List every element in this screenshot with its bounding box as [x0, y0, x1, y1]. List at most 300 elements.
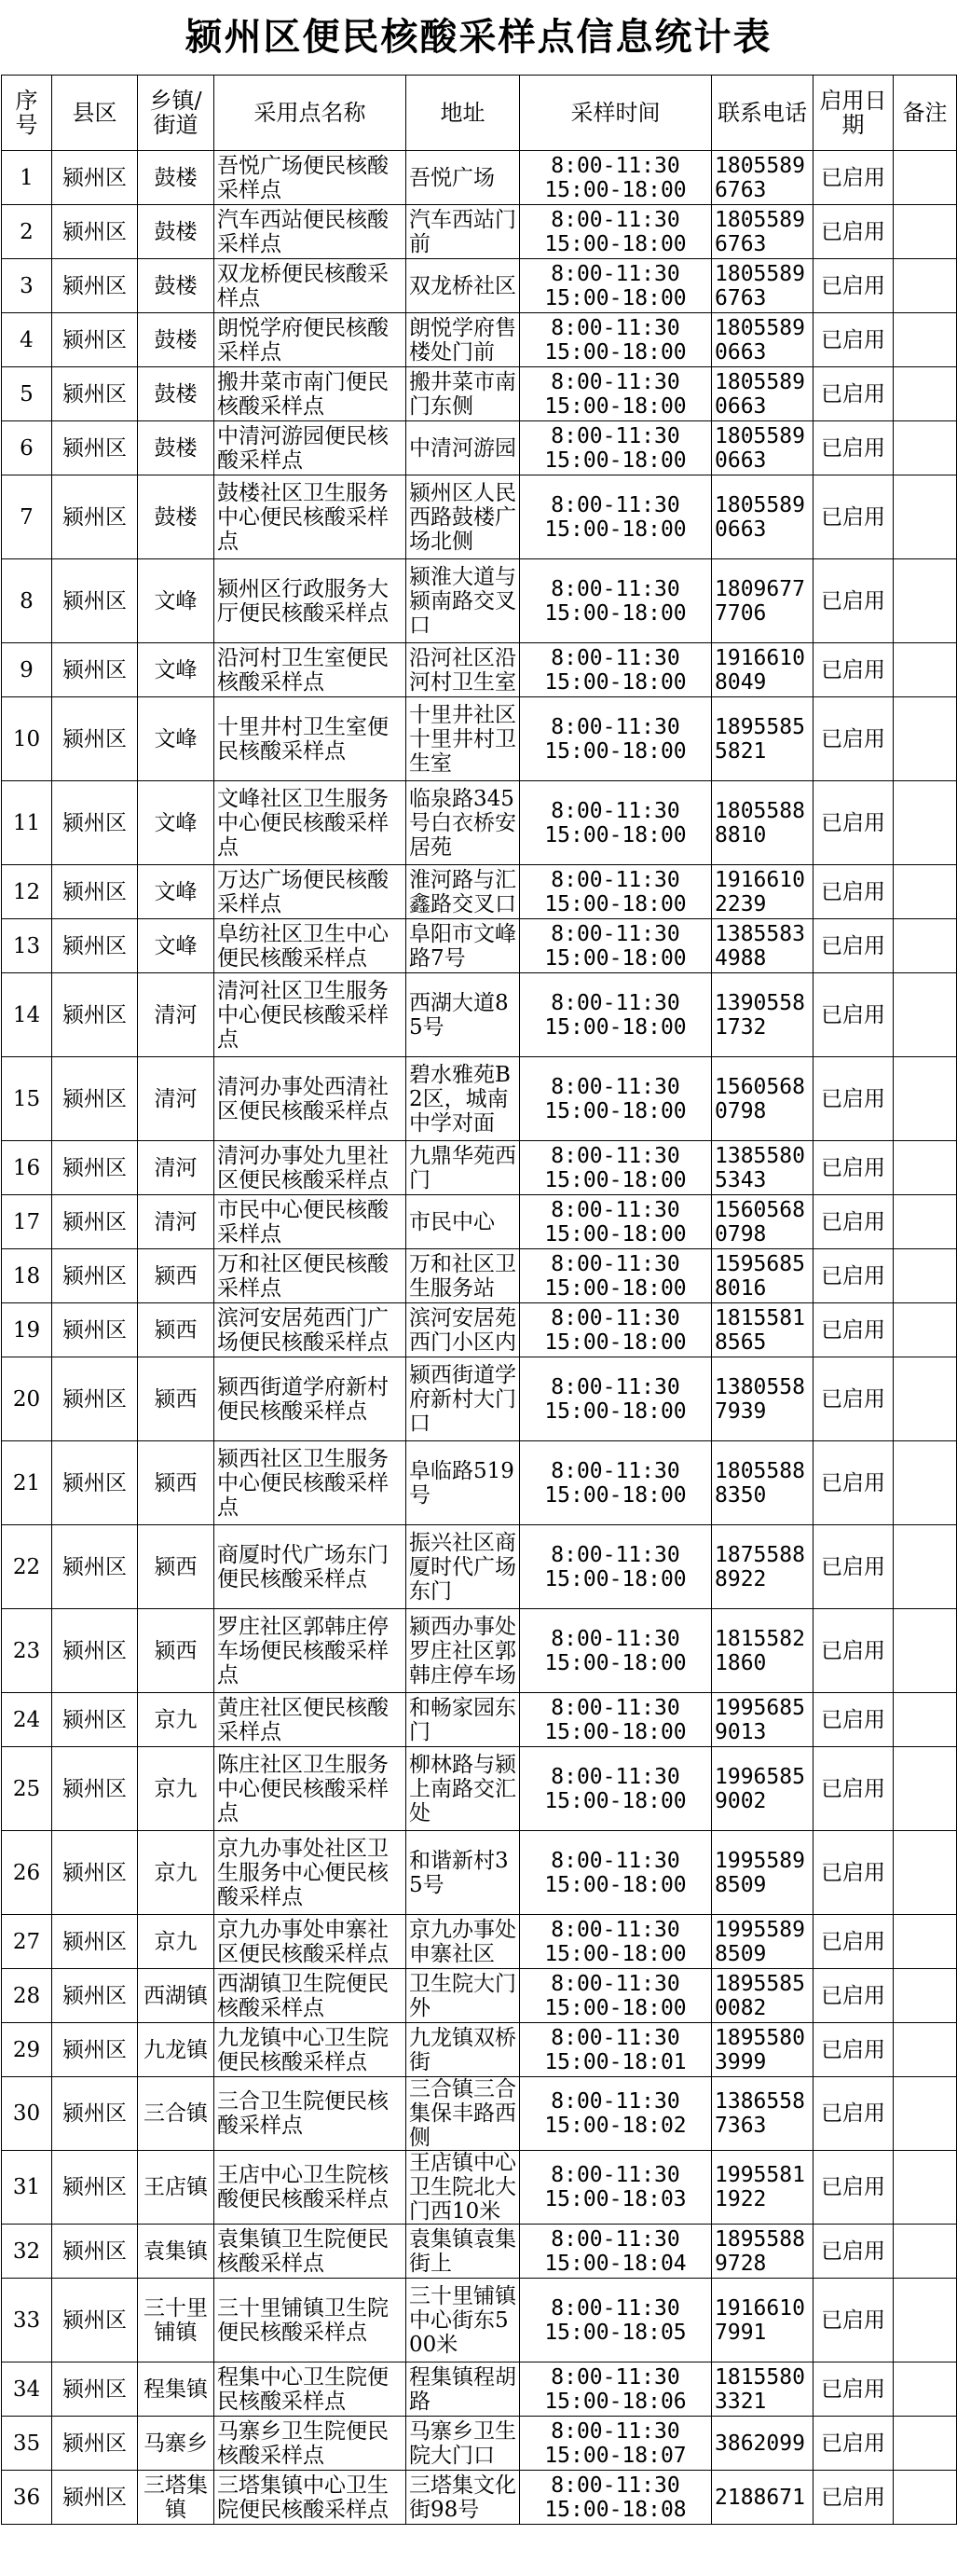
time-morning: 8:00-11:30 [551, 2473, 680, 2498]
cell-address: 袁集镇袁集街上 [406, 2225, 520, 2279]
cell-county: 颍州区 [52, 367, 138, 421]
table-row [2, 781, 957, 865]
time-afternoon: 15:00-18:00 [544, 1329, 687, 1355]
cell-phone: 18955855821 [712, 697, 813, 781]
cell-county: 颍州区 [52, 2225, 138, 2279]
cell-status: 已启用 [813, 865, 894, 919]
cell-index: 2 [2, 205, 52, 259]
cell-status: 已启用 [813, 1195, 894, 1249]
cell-county: 颍州区 [52, 151, 138, 205]
cell-county: 颍州区 [52, 919, 138, 973]
cell-phone: 18055890663 [712, 367, 813, 421]
cell-index: 14 [2, 973, 52, 1057]
cell-town: 文峰 [138, 697, 214, 781]
cell-town: 鼓楼 [138, 151, 214, 205]
time-afternoon: 15:00-18:06 [544, 2389, 687, 2414]
cell-note [894, 2471, 957, 2525]
cell-note [894, 1915, 957, 1969]
cell-address: 颍淮大道与颍南路交叉口 [406, 559, 520, 643]
cell-site-name: 市民中心便民核酸采样点 [214, 1195, 406, 1249]
cell-note [894, 205, 957, 259]
cell-phone: 15956858016 [712, 1249, 813, 1303]
cell-county: 颍州区 [52, 2279, 138, 2362]
cell-county: 颍州区 [52, 2077, 138, 2151]
cell-status: 已启用 [813, 205, 894, 259]
table-row [2, 697, 957, 781]
cell-index: 10 [2, 697, 52, 781]
table-row [2, 1609, 957, 1693]
cell-status: 已启用 [813, 2225, 894, 2279]
time-morning: 8:00-11:30 [551, 645, 680, 670]
cell-note [894, 2077, 957, 2151]
cell-site-name: 西湖镇卫生院便民核酸采样点 [214, 1969, 406, 2023]
cell-status: 已启用 [813, 781, 894, 865]
cell-town: 三合镇 [138, 2077, 214, 2151]
cell-town: 王店镇 [138, 2151, 214, 2225]
time-afternoon: 15:00-18:00 [544, 1995, 687, 2020]
table-row [2, 421, 957, 475]
cell-town: 鼓楼 [138, 367, 214, 421]
cell-phone: 18055890663 [712, 421, 813, 475]
time-morning: 8:00-11:30 [551, 2364, 680, 2390]
cell-address: 颍州区人民西路鼓楼广场北侧 [406, 475, 520, 559]
table-row [2, 2471, 957, 2525]
cell-site-name: 清河社区卫生服务中心便民核酸采样点 [214, 973, 406, 1057]
cell-status: 已启用 [813, 151, 894, 205]
time-morning: 8:00-11:30 [551, 576, 680, 601]
time-afternoon: 15:00-18:00 [544, 1398, 687, 1424]
cell-index: 33 [2, 2279, 52, 2362]
cell-site-name: 中清河游园便民核酸采样点 [214, 421, 406, 475]
time-morning: 8:00-11:30 [551, 492, 680, 517]
cell-address: 沿河社区沿河村卫生室 [406, 643, 520, 697]
cell-note [894, 559, 957, 643]
time-afternoon: 15:00-18:00 [544, 1275, 687, 1301]
cell-town: 文峰 [138, 919, 214, 973]
cell-address: 朗悦学府售楼处门前 [406, 313, 520, 367]
cell-site-name: 京九办事处申寨社区便民核酸采样点 [214, 1915, 406, 1969]
cell-town: 京九 [138, 1831, 214, 1915]
cell-note [894, 1057, 957, 1141]
time-morning: 8:00-11:30 [551, 2418, 680, 2444]
cell-phone: 19965859002 [712, 1747, 813, 1831]
time-morning: 8:00-11:30 [551, 1848, 680, 1873]
time-afternoon: 15:00-18:00 [544, 1098, 687, 1123]
cell-status: 已启用 [813, 2077, 894, 2151]
cell-county: 颍州区 [52, 559, 138, 643]
cell-address: 颍西街道学府新村大门口 [406, 1357, 520, 1441]
cell-note [894, 2151, 957, 2225]
cell-phone: 18155821860 [712, 1609, 813, 1693]
cell-time [520, 697, 712, 781]
cell-note [894, 973, 957, 1057]
cell-index: 30 [2, 2077, 52, 2151]
time-afternoon: 15:00-18:00 [544, 285, 687, 310]
time-morning: 8:00-11:30 [551, 867, 680, 892]
cell-site-name: 袁集镇卫生院便民核酸采样点 [214, 2225, 406, 2279]
cell-county: 颍州区 [52, 697, 138, 781]
cell-address: 程集镇程胡路 [406, 2362, 520, 2417]
cell-note [894, 1693, 957, 1747]
cell-county: 颍州区 [52, 2151, 138, 2225]
cell-time [520, 367, 712, 421]
table-row [2, 643, 957, 697]
cell-note [894, 1525, 957, 1609]
cell-town: 清河 [138, 1057, 214, 1141]
cell-note [894, 1141, 957, 1195]
table-row [2, 2151, 957, 2225]
cell-county: 颍州区 [52, 2417, 138, 2471]
time-morning: 8:00-11:30 [551, 1626, 680, 1651]
cell-time [520, 1057, 712, 1141]
time-morning: 8:00-11:30 [551, 315, 680, 340]
time-afternoon: 15:00-18:00 [544, 1650, 687, 1675]
cell-site-name: 清河办事处九里社区便民核酸采样点 [214, 1141, 406, 1195]
cell-phone: 18055896763 [712, 205, 813, 259]
time-morning: 8:00-11:30 [551, 1143, 680, 1168]
cell-index: 3 [2, 259, 52, 313]
cell-index: 35 [2, 2417, 52, 2471]
cell-address: 三塔集文化街98号 [406, 2471, 520, 2525]
cell-time [520, 1357, 712, 1441]
table-row [2, 1303, 957, 1357]
cell-note [894, 919, 957, 973]
cell-time [520, 475, 712, 559]
table-row [2, 367, 957, 421]
time-morning: 8:00-11:30 [551, 1542, 680, 1567]
cell-site-name: 九龙镇中心卫生院便民核酸采样点 [214, 2023, 406, 2077]
cell-note [894, 1831, 957, 1915]
cell-town: 鼓楼 [138, 205, 214, 259]
time-morning: 8:00-11:30 [551, 1374, 680, 1399]
cell-site-name: 滨河安居苑西门广场便民核酸采样点 [214, 1303, 406, 1357]
time-afternoon: 15:00-18:00 [544, 1941, 687, 1966]
time-afternoon: 15:00-18:00 [544, 339, 687, 365]
cell-address: 颍西办事处罗庄社区郭韩庄停车场 [406, 1609, 520, 1693]
cell-index: 16 [2, 1141, 52, 1195]
cell-address: 王店镇中心卫生院北大门西10米 [406, 2151, 520, 2225]
cell-status: 已启用 [813, 973, 894, 1057]
cell-town: 马寨乡 [138, 2417, 214, 2471]
cell-site-name: 商厦时代广场东门便民核酸采样点 [214, 1525, 406, 1609]
cell-phone: 19955898509 [712, 1915, 813, 1969]
cell-address: 汽车西站门前 [406, 205, 520, 259]
cell-time [520, 259, 712, 313]
table-row [2, 2225, 957, 2279]
time-morning: 8:00-11:30 [551, 1251, 680, 1276]
cell-phone: 13905581732 [712, 973, 813, 1057]
cell-index: 13 [2, 919, 52, 973]
sampling-sites-table [1, 75, 957, 2525]
cell-phone: 18055896763 [712, 151, 813, 205]
table-row [2, 1057, 957, 1141]
time-afternoon: 15:00-18:04 [544, 2251, 687, 2276]
cell-status: 已启用 [813, 1747, 894, 1831]
cell-phone: 18955803999 [712, 2023, 813, 2077]
time-morning: 8:00-11:30 [551, 1971, 680, 1996]
cell-site-name: 颍州区行政服务大厅便民核酸采样点 [214, 559, 406, 643]
cell-county: 颍州区 [52, 1747, 138, 1831]
cell-index: 34 [2, 2362, 52, 2417]
cell-time [520, 1249, 712, 1303]
cell-address: 和畅家园东门 [406, 1693, 520, 1747]
cell-time [520, 973, 712, 1057]
cell-county: 颍州区 [52, 643, 138, 697]
cell-index: 1 [2, 151, 52, 205]
cell-note [894, 313, 957, 367]
cell-phone: 19956859013 [712, 1693, 813, 1747]
cell-note [894, 421, 957, 475]
cell-note [894, 1969, 957, 2023]
time-afternoon: 15:00-18:00 [544, 1872, 687, 1897]
cell-time [520, 2077, 712, 2151]
cell-address: 马寨乡卫生院大门口 [406, 2417, 520, 2471]
cell-index: 11 [2, 781, 52, 865]
cell-phone: 18155803321 [712, 2362, 813, 2417]
cell-status: 已启用 [813, 1303, 894, 1357]
time-afternoon: 15:00-18:00 [544, 177, 687, 202]
cell-status: 已启用 [813, 1915, 894, 1969]
cell-time [520, 205, 712, 259]
cell-phone: 18055890663 [712, 475, 813, 559]
cell-index: 4 [2, 313, 52, 367]
cell-address: 碧水雅苑B2区，城南中学对面 [406, 1057, 520, 1141]
table-row [2, 475, 957, 559]
cell-site-name: 马寨乡卫生院便民核酸采样点 [214, 2417, 406, 2471]
table-row [2, 205, 957, 259]
table-row [2, 865, 957, 919]
cell-time [520, 313, 712, 367]
cell-site-name: 清河办事处西清社区便民核酸采样点 [214, 1057, 406, 1141]
cell-site-name: 三十里铺镇卫生院便民核酸采样点 [214, 2279, 406, 2362]
cell-index: 31 [2, 2151, 52, 2225]
time-afternoon: 15:00-18:00 [544, 822, 687, 847]
cell-note [894, 1609, 957, 1693]
cell-site-name: 颍西街道学府新村便民核酸采样点 [214, 1357, 406, 1441]
cell-index: 36 [2, 2471, 52, 2525]
time-afternoon: 15:00-18:00 [544, 1566, 687, 1591]
cell-status: 已启用 [813, 2471, 894, 2525]
cell-address: 振兴社区商厦时代广场东门 [406, 1525, 520, 1609]
cell-address: 滨河安居苑西门小区内 [406, 1303, 520, 1357]
table-row [2, 2362, 957, 2417]
cell-index: 18 [2, 1249, 52, 1303]
cell-town: 三十里铺镇 [138, 2279, 214, 2362]
cell-phone: 18155818565 [712, 1303, 813, 1357]
cell-county: 颍州区 [52, 1249, 138, 1303]
cell-note [894, 865, 957, 919]
cell-county: 颍州区 [52, 2023, 138, 2077]
cell-time [520, 2471, 712, 2525]
time-morning: 8:00-11:30 [551, 207, 680, 232]
cell-town: 京九 [138, 1693, 214, 1747]
cell-site-name: 搬井菜市南门便民核酸采样点 [214, 367, 406, 421]
cell-note [894, 259, 957, 313]
header-address: 地址 [406, 76, 520, 151]
cell-status: 已启用 [813, 421, 894, 475]
cell-county: 颍州区 [52, 973, 138, 1057]
table-row [2, 1747, 957, 1831]
cell-status: 已启用 [813, 1357, 894, 1441]
cell-status: 已启用 [813, 559, 894, 643]
time-afternoon: 15:00-18:00 [544, 891, 687, 916]
cell-status: 已启用 [813, 2151, 894, 2225]
cell-time [520, 919, 712, 973]
cell-town: 三塔集镇 [138, 2471, 214, 2525]
cell-address: 三合镇三合集保丰路西侧 [406, 2077, 520, 2151]
cell-time [520, 1831, 712, 1915]
time-afternoon: 15:00-18:00 [544, 669, 687, 695]
time-afternoon: 15:00-18:00 [544, 1719, 687, 1744]
cell-town: 颍西 [138, 1357, 214, 1441]
time-morning: 8:00-11:30 [551, 921, 680, 946]
cell-county: 颍州区 [52, 475, 138, 559]
cell-index: 17 [2, 1195, 52, 1249]
header-phone: 联系电话 [712, 76, 813, 151]
cell-phone: 18055888350 [712, 1441, 813, 1525]
cell-town: 鼓楼 [138, 475, 214, 559]
time-afternoon: 15:00-18:01 [544, 2049, 687, 2074]
time-afternoon: 15:00-18:08 [544, 2497, 687, 2522]
cell-status: 已启用 [813, 2023, 894, 2077]
cell-status: 已启用 [813, 475, 894, 559]
cell-index: 27 [2, 1915, 52, 1969]
cell-address: 和谐新村35号 [406, 1831, 520, 1915]
cell-site-name: 十里井村卫生室便民核酸采样点 [214, 697, 406, 781]
cell-site-name: 陈庄社区卫生服务中心便民核酸采样点 [214, 1747, 406, 1831]
cell-index: 29 [2, 2023, 52, 2077]
cell-phone: 3862099 [712, 2417, 813, 2471]
cell-phone: 18955889728 [712, 2225, 813, 2279]
time-morning: 8:00-11:30 [551, 423, 680, 448]
cell-address: 卫生院大门外 [406, 1969, 520, 2023]
cell-status: 已启用 [813, 697, 894, 781]
table-row [2, 151, 957, 205]
cell-site-name: 颍西社区卫生服务中心便民核酸采样点 [214, 1441, 406, 1525]
cell-index: 22 [2, 1525, 52, 1609]
cell-time [520, 2417, 712, 2471]
cell-site-name: 吾悦广场便民核酸采样点 [214, 151, 406, 205]
cell-county: 颍州区 [52, 421, 138, 475]
time-afternoon: 15:00-18:05 [544, 2320, 687, 2345]
cell-phone: 2188671 [712, 2471, 813, 2525]
cell-town: 颍西 [138, 1441, 214, 1525]
cell-index: 25 [2, 1747, 52, 1831]
cell-town: 颍西 [138, 1303, 214, 1357]
cell-phone: 19955898509 [712, 1831, 813, 1915]
cell-address: 市民中心 [406, 1195, 520, 1249]
cell-phone: 15605680798 [712, 1057, 813, 1141]
time-afternoon: 15:00-18:00 [544, 231, 687, 256]
header-site-name: 采用点名称 [214, 76, 406, 151]
cell-index: 9 [2, 643, 52, 697]
page-title: 颍州区便民核酸采样点信息统计表 [185, 15, 772, 59]
cell-town: 九龙镇 [138, 2023, 214, 2077]
cell-phone: 19166102239 [712, 865, 813, 919]
time-afternoon: 15:00-18:00 [544, 1014, 687, 1040]
cell-index: 20 [2, 1357, 52, 1441]
cell-address: 搬井菜市南门东侧 [406, 367, 520, 421]
cell-town: 京九 [138, 1747, 214, 1831]
cell-address: 三十里铺镇中心街东500米 [406, 2279, 520, 2362]
table-row [2, 1525, 957, 1609]
cell-note [894, 2417, 957, 2471]
cell-address: 十里井社区十里井村卫生室 [406, 697, 520, 781]
cell-address: 临泉路345号白衣桥安居苑 [406, 781, 520, 865]
header-note: 备注 [894, 76, 957, 151]
cell-phone: 18096777706 [712, 559, 813, 643]
cell-time [520, 1969, 712, 2023]
cell-address: 万和社区卫生服务站 [406, 1249, 520, 1303]
cell-address: 九龙镇双桥街 [406, 2023, 520, 2077]
cell-note [894, 697, 957, 781]
table-header [2, 76, 957, 151]
cell-town: 鼓楼 [138, 421, 214, 475]
cell-index: 23 [2, 1609, 52, 1693]
time-morning: 8:00-11:30 [551, 798, 680, 823]
cell-status: 已启用 [813, 2362, 894, 2417]
cell-index: 7 [2, 475, 52, 559]
time-afternoon: 15:00-18:00 [544, 1221, 687, 1247]
time-morning: 8:00-11:30 [551, 990, 680, 1015]
cell-county: 颍州区 [52, 865, 138, 919]
time-afternoon: 15:00-18:00 [544, 1788, 687, 1813]
cell-county: 颍州区 [52, 1525, 138, 1609]
cell-town: 清河 [138, 973, 214, 1057]
header-row [2, 76, 957, 151]
header-time: 采样时间 [520, 76, 712, 151]
cell-address: 九鼎华苑西门 [406, 1141, 520, 1195]
cell-site-name: 王店中心卫生院核酸便民核酸采样点 [214, 2151, 406, 2225]
cell-status: 已启用 [813, 1141, 894, 1195]
table-row [2, 1357, 957, 1441]
cell-time [520, 2151, 712, 2225]
cell-time [520, 865, 712, 919]
time-afternoon: 15:00-18:00 [544, 1167, 687, 1192]
cell-town: 文峰 [138, 781, 214, 865]
time-morning: 8:00-11:30 [551, 1458, 680, 1483]
table-row [2, 313, 957, 367]
cell-time [520, 1303, 712, 1357]
time-afternoon: 15:00-18:00 [544, 600, 687, 626]
cell-time [520, 1915, 712, 1969]
table-row [2, 559, 957, 643]
cell-site-name: 双龙桥便民核酸采样点 [214, 259, 406, 313]
cell-time [520, 1693, 712, 1747]
cell-index: 26 [2, 1831, 52, 1915]
cell-time [520, 2279, 712, 2362]
cell-town: 颍西 [138, 1525, 214, 1609]
time-afternoon: 15:00-18:00 [544, 738, 687, 764]
cell-county: 颍州区 [52, 1831, 138, 1915]
cell-address: 阜阳市文峰路7号 [406, 919, 520, 973]
cell-note [894, 1357, 957, 1441]
cell-phone: 18755888922 [712, 1525, 813, 1609]
cell-site-name: 三合卫生院便民核酸采样点 [214, 2077, 406, 2151]
time-morning: 8:00-11:30 [551, 153, 680, 178]
table-row [2, 1195, 957, 1249]
table-row [2, 2023, 957, 2077]
time-afternoon: 15:00-18:00 [544, 393, 687, 419]
cell-index: 15 [2, 1057, 52, 1141]
cell-time [520, 1747, 712, 1831]
cell-site-name: 三塔集镇中心卫生院便民核酸采样点 [214, 2471, 406, 2525]
cell-status: 已启用 [813, 1693, 894, 1747]
cell-site-name: 万和社区便民核酸采样点 [214, 1249, 406, 1303]
cell-phone: 13855805343 [712, 1141, 813, 1195]
cell-county: 颍州区 [52, 781, 138, 865]
cell-county: 颍州区 [52, 1057, 138, 1141]
